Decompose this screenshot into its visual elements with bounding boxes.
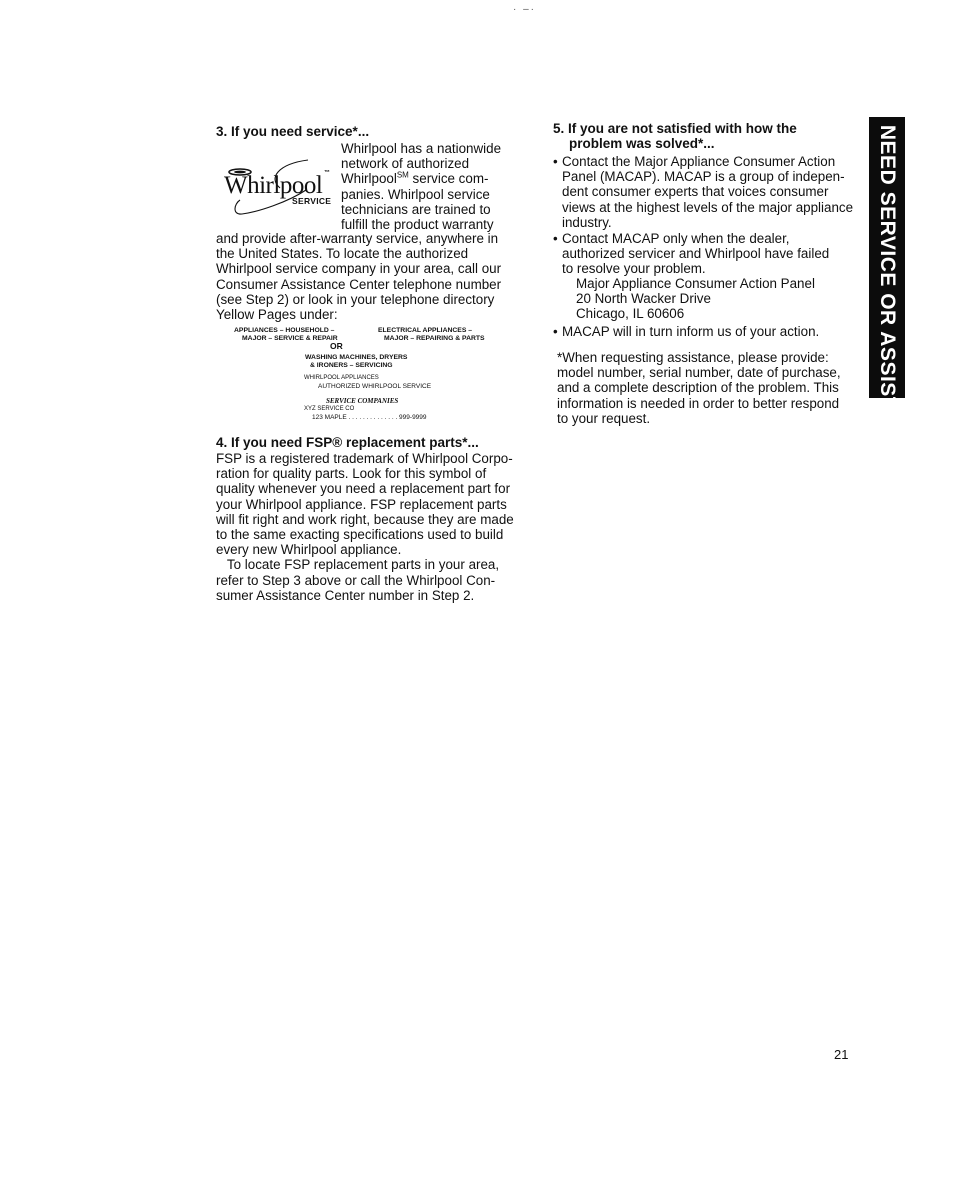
section-4-heading: 4. If you need FSP® replacement parts*...	[216, 435, 479, 450]
macap-address: Major Appliance Consumer Action Panel 20 North Wacker Drive Chicago, IL 60606	[576, 276, 815, 322]
section-4-body: FSP is a registered trademark of Whirlpool Corpo- ration for quality parts. Look for this symbol of quality whenever you need a replacement part for your Whirlpool appliance. FSP replacement parts will fit right and work right, because they are made to the same exacting specifications used to build every new Whirlpool appliance. To locate FSP replacement parts in your area, refer to Step 3 above or call the Whirlpool Con- sumer Assistance Center number in Step 2.	[216, 451, 514, 603]
page-number: 21	[834, 1047, 849, 1062]
section-5-bullet-2: • Contact MACAP only when the dealer, authorized servicer and Whirlpool have failed to resolve your problem.	[553, 231, 830, 277]
logo-service-label: SERVICE	[292, 196, 332, 206]
section-3-body: and provide after-warranty service, anywhere in the United States. To locate the authorized Whirlpool service company in your area, call our Consumer Assistance Center telephone number (see Step 2) or look in your telephone directory Yellow Pages under:	[216, 231, 502, 323]
logo-trademark: ™	[324, 170, 330, 176]
section-5-bullet-3: • MACAP will in turn inform us of your action.	[553, 324, 820, 339]
bullet-icon: •	[553, 154, 558, 169]
bullet-icon: •	[553, 324, 558, 339]
logo-wordmark: Whirlpool	[224, 172, 323, 199]
section-side-tab: IF YOU NEED SERVICE OR ASSISTANCE	[869, 117, 905, 398]
section-3-heading: 3. If you need service*...	[216, 124, 370, 139]
assistance-footnote: *When requesting assistance, please provide: model number, serial number, date of purchase, and a complete description of the problem. This information is needed in order to better respond to your request.	[557, 350, 841, 426]
section-5-bullet-1: • Contact the Major Appliance Consumer Action Panel (MACAP). MACAP is a group of indepen- dent consumer experts that voices consumer views at the highest levels of the major appliance industry.	[553, 154, 854, 230]
page-top-mark: · –·	[513, 4, 536, 15]
section-5-heading: 5. If you are not satisfied with how the problem was solved*...	[553, 121, 797, 151]
yellow-pages-listing: APPLIANCES – HOUSEHOLD – MAJOR – SERVICE & REPAIR ELECTRICAL APPLIANCES – MAJOR – REPAIRING & PARTS OR WASHING MACHINES, DRYERS & IRONERS – SERVICING WHIRLPOOL APPLIANCES AUTHORIZED WHIRLPOOL SERVICE SERVICE COMPANIES XYZ SERVICE CO 123 MAPLE . . . . . . . . . . . . . . 999-9999	[234, 327, 485, 421]
section-3-beside-logo-text: Whirlpool has a nationwide network of authorized Whirlpool℠ service com- panies. Whirlpool service technicians are trained to fulfill the product warranty	[341, 141, 502, 233]
whirlpool-service-logo	[218, 158, 336, 216]
bullet-icon: •	[553, 231, 558, 246]
